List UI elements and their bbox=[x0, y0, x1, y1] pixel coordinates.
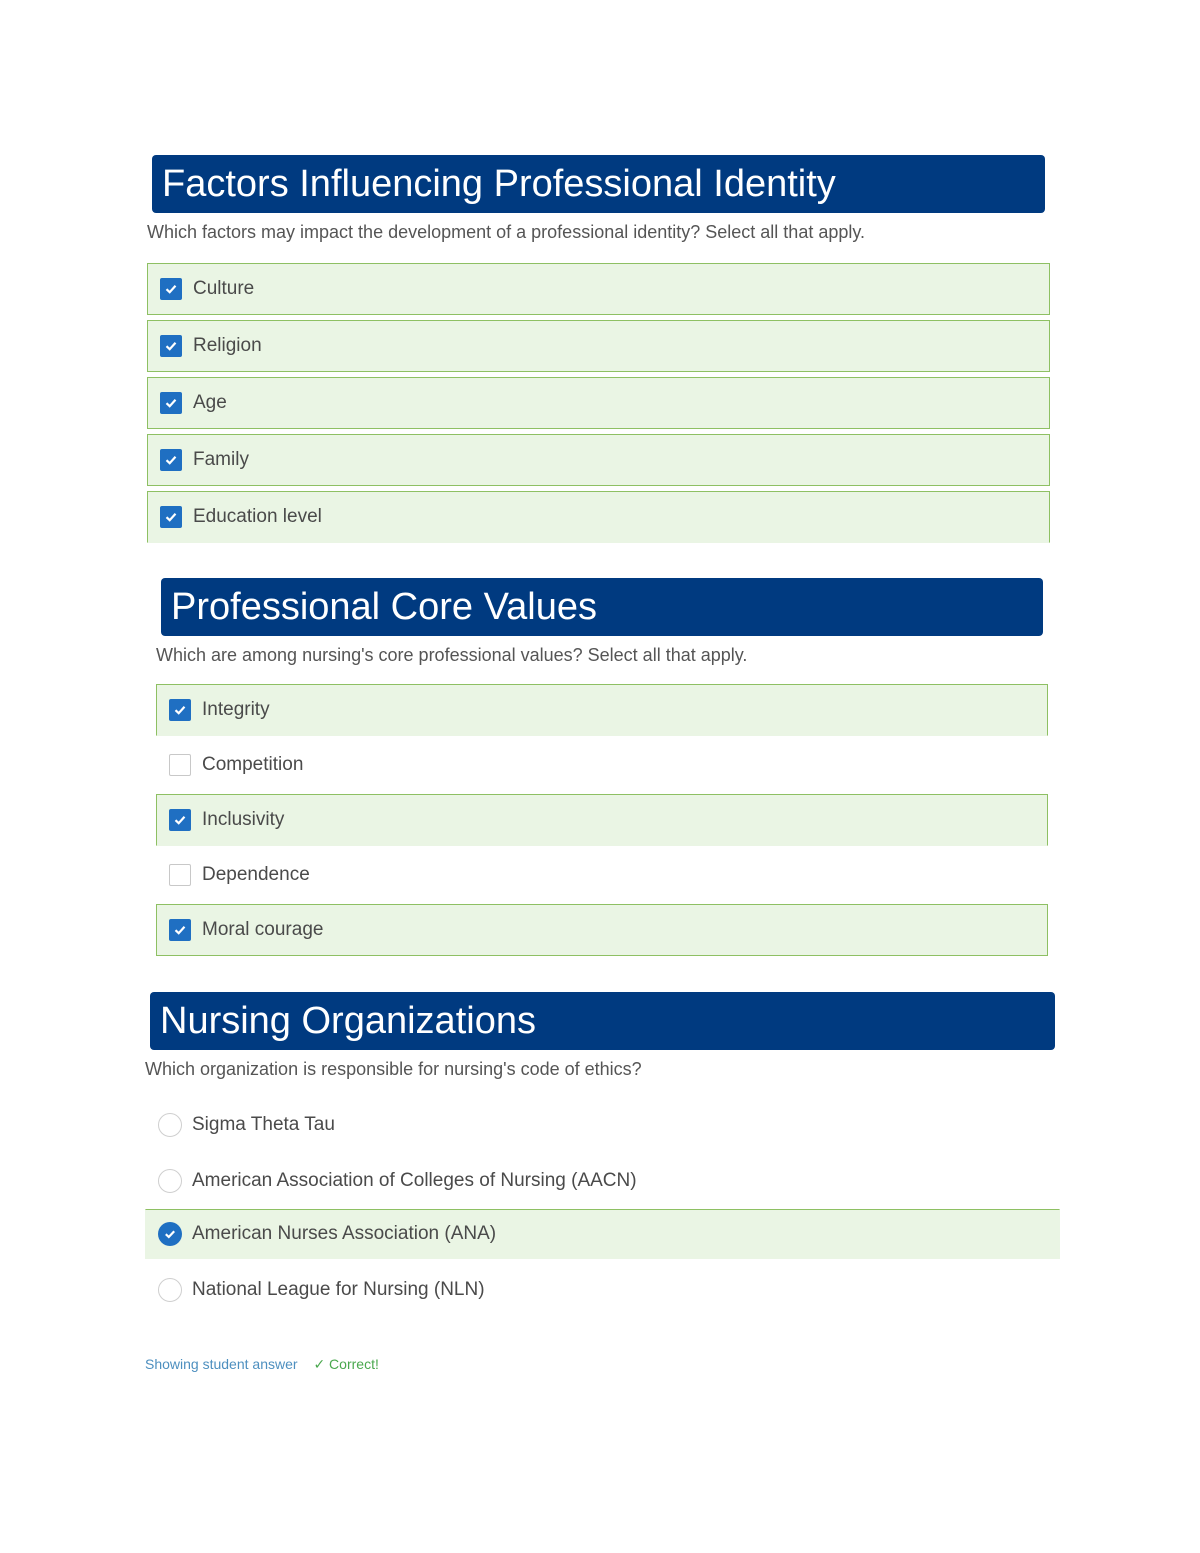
section-title: Nursing Organizations bbox=[150, 992, 1055, 1050]
checkbox-checked-icon[interactable] bbox=[169, 699, 191, 721]
radio-unselected-icon[interactable] bbox=[158, 1278, 182, 1302]
options-list bbox=[147, 263, 1050, 543]
option-label: Dependence bbox=[202, 864, 310, 885]
option-label: Religion bbox=[193, 335, 262, 356]
checkbox-unchecked-icon[interactable] bbox=[169, 864, 191, 886]
option-education-level[interactable] bbox=[147, 491, 1050, 543]
radio-unselected-icon[interactable] bbox=[158, 1169, 182, 1193]
option-label: Family bbox=[193, 449, 249, 470]
question-professional-identity bbox=[147, 155, 1045, 543]
question-prompt: Which factors may impact the development of a professional identity? Select all that apply. bbox=[147, 222, 866, 242]
checkbox-checked-icon[interactable] bbox=[160, 449, 182, 471]
question-prompt: Which organization is responsible for nursing's code of ethics? bbox=[145, 1059, 642, 1079]
option-label: Moral courage bbox=[202, 919, 324, 940]
section-title: Professional Core Values bbox=[161, 578, 1043, 636]
option-aacn[interactable] bbox=[145, 1153, 1060, 1209]
option-sigma-theta-tau[interactable] bbox=[145, 1097, 1060, 1153]
showing-answer-text: Showing student answer bbox=[145, 1356, 298, 1372]
options-list bbox=[156, 684, 1048, 956]
question-nursing-organizations bbox=[145, 992, 1055, 1321]
option-label: Inclusivity bbox=[202, 809, 285, 830]
options-list bbox=[145, 1097, 1060, 1321]
radio-unselected-icon[interactable] bbox=[158, 1113, 182, 1137]
option-label: Integrity bbox=[202, 699, 270, 720]
option-label: National League for Nursing (NLN) bbox=[192, 1279, 485, 1300]
correct-indicator: ✓ Correct! bbox=[313, 1356, 379, 1372]
option-ana[interactable] bbox=[145, 1209, 1060, 1259]
checkbox-unchecked-icon[interactable] bbox=[169, 754, 191, 776]
radio-selected-icon[interactable] bbox=[158, 1222, 182, 1246]
option-family[interactable] bbox=[147, 434, 1050, 486]
checkbox-checked-icon[interactable] bbox=[160, 506, 182, 528]
option-label: Competition bbox=[202, 754, 304, 775]
option-age[interactable] bbox=[147, 377, 1050, 429]
answer-status bbox=[145, 1356, 379, 1373]
question-core-values bbox=[156, 578, 1043, 956]
option-label: American Nurses Association (ANA) bbox=[192, 1223, 497, 1244]
option-label: American Association of Colleges of Nursing (AACN) bbox=[192, 1170, 637, 1191]
option-competition[interactable] bbox=[156, 736, 1048, 794]
option-dependence[interactable] bbox=[156, 846, 1048, 904]
option-label: Age bbox=[193, 392, 227, 413]
section-title: Factors Influencing Professional Identity bbox=[152, 155, 1045, 213]
option-label: Education level bbox=[193, 506, 322, 527]
option-label: Sigma Theta Tau bbox=[192, 1114, 335, 1135]
checkbox-checked-icon[interactable] bbox=[160, 335, 182, 357]
option-moral-courage[interactable] bbox=[156, 904, 1048, 956]
checkbox-checked-icon[interactable] bbox=[160, 278, 182, 300]
checkbox-checked-icon[interactable] bbox=[169, 919, 191, 941]
option-culture[interactable] bbox=[147, 263, 1050, 315]
option-inclusivity[interactable] bbox=[156, 794, 1048, 846]
option-label: Culture bbox=[193, 278, 255, 299]
option-religion[interactable] bbox=[147, 320, 1050, 372]
question-prompt: Which are among nursing's core professional values? Select all that apply. bbox=[156, 645, 748, 665]
checkbox-checked-icon[interactable] bbox=[160, 392, 182, 414]
option-nln[interactable] bbox=[145, 1259, 1060, 1321]
checkbox-checked-icon[interactable] bbox=[169, 809, 191, 831]
option-integrity[interactable] bbox=[156, 684, 1048, 736]
